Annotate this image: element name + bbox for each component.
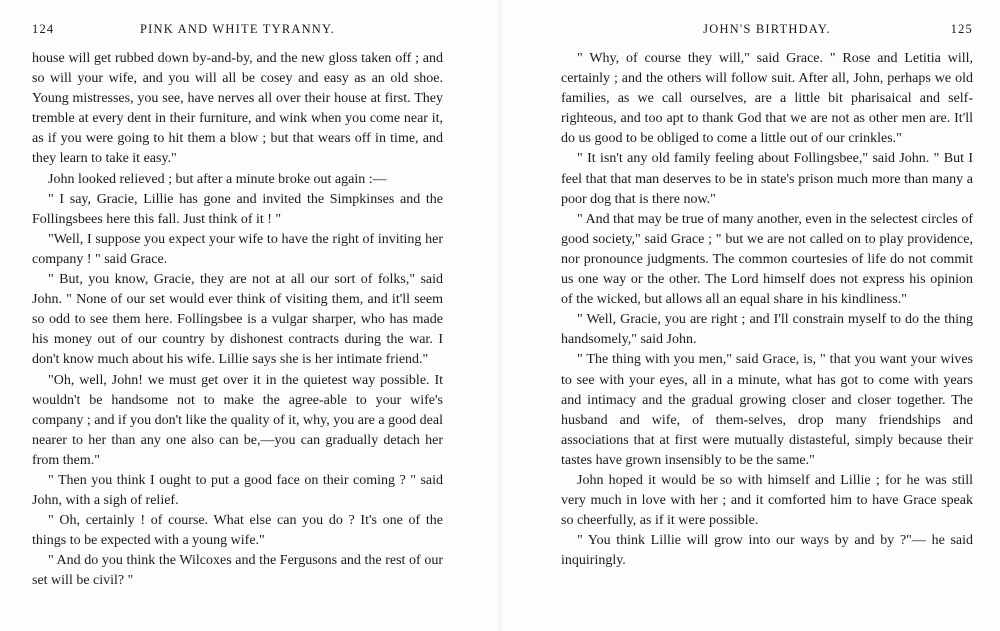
right-page — [561, 0, 973, 571]
paragraph: " And that may be true of many another, even in the selectest circles of good society," said Grace ; " but we are not called on to play providence, nor pronounce judgments. The common courtesies of life do not commit us one way or the other. The Lord himself does not express his opinion of the wicked, but allows all an equal share in his kindliness." — [561, 211, 973, 308]
paragraph: " It isn't any old family feeling about Follingsbee," said John. " But I feel that that man deserves to be in state's prison much more than many a poor dog that is there now." — [561, 151, 973, 207]
book-gutter — [498, 0, 502, 631]
paragraph: " Oh, certainly ! of course. What else can you do ? It's one of the things to be expected with a young wife." — [32, 513, 443, 549]
left-page — [32, 0, 443, 592]
paragraph: " But, you know, Gracie, they are not at all our sort of folks," said John. " None of our set would ever think of visiting them, and it'll seem so odd to see them here. Follingsbee is a vulgar sharper, who has made his money out of our country by dishonest contracts during the war. I don't know much about his wife. Lillie says she is her intimate friend." — [32, 272, 443, 368]
page-body — [32, 49, 443, 592]
paragraph: house will get rubbed down by-and-by, and the new gloss taken off ; and so will your wife, and you will all be cosey and easy as an old shoe. Young mistresses, you see, have nerves all over their house at first. They tremble at every dent in their furniture, and wink when you come near it, as if you were going to hit them a blow ; but that wears off in time, and they learn to take it easy." — [32, 51, 443, 167]
paragraph: " I say, Gracie, Lillie has gone and invited the Simpkinses and the Follingsbees here this fall. Just think of it ! " — [32, 191, 443, 227]
page-body — [561, 49, 973, 571]
paragraph: " And do you think the Wilcoxes and the Fergusons and the rest of our set will be civil? " — [32, 553, 443, 589]
page-number: 124 — [32, 22, 55, 36]
page-header — [561, 22, 973, 42]
paragraph: " You think Lillie will grow into our ways by and by ?"— he said inquiringly. — [561, 533, 973, 569]
paragraph: " Then you think I ought to put a good face on their coming ? " said John, with a sigh of relief. — [32, 472, 443, 509]
running-title: PINK AND WHITE TYRANNY. — [140, 22, 335, 36]
paragraph: "Oh, well, John! we must get over it in the quietest way possible. It wouldn't be handsome not to make the agree-able to your wife's company ; and if you don't like the quality of it, why, you are a good deal nearer to her than any one also can be,—you can gradually detach her from them." — [32, 372, 443, 468]
page-header — [32, 22, 443, 42]
running-title: JOHN'S BIRTHDAY. — [703, 22, 831, 36]
paragraph: "Well, I suppose you expect your wife to have the right of inviting her company ! " said Grace. — [32, 231, 443, 267]
page-number: 125 — [950, 22, 973, 36]
paragraph: " Well, Gracie, you are right ; and I'll constrain myself to do the thing handsomely," said John. — [561, 312, 973, 348]
paragraph: John hoped it would be so with himself and Lillie ; for he was still very much in love with her ; and it comforted him to have Grace speak so cheerfully, as if it were possible. — [561, 472, 973, 529]
paragraph: " The thing with you men," said Grace, is, " that you want your wives to see with your eyes, all in a minute, what has got to come with years and intimacy and the gradual growing closer and closer together. The husband and wife, of them-selves, drop many friendships and associations that at first were mutually distasteful, simply because their tastes have grown insensibly to be the same." — [561, 352, 973, 468]
paragraph: " Why, of course they will," said Grace. " Rose and Letitia will, certainly ; and the others will follow suit. After all, John, perhaps we old families, as we call ourselves, are a little bit pharisaical and self-righteous, and too apt to thank God that we are not as other men are. It'll do us good to be obliged to come a little out of our crinkles." — [561, 51, 973, 147]
paragraph: John looked relieved ; but after a minute broke out again :— — [48, 171, 387, 187]
